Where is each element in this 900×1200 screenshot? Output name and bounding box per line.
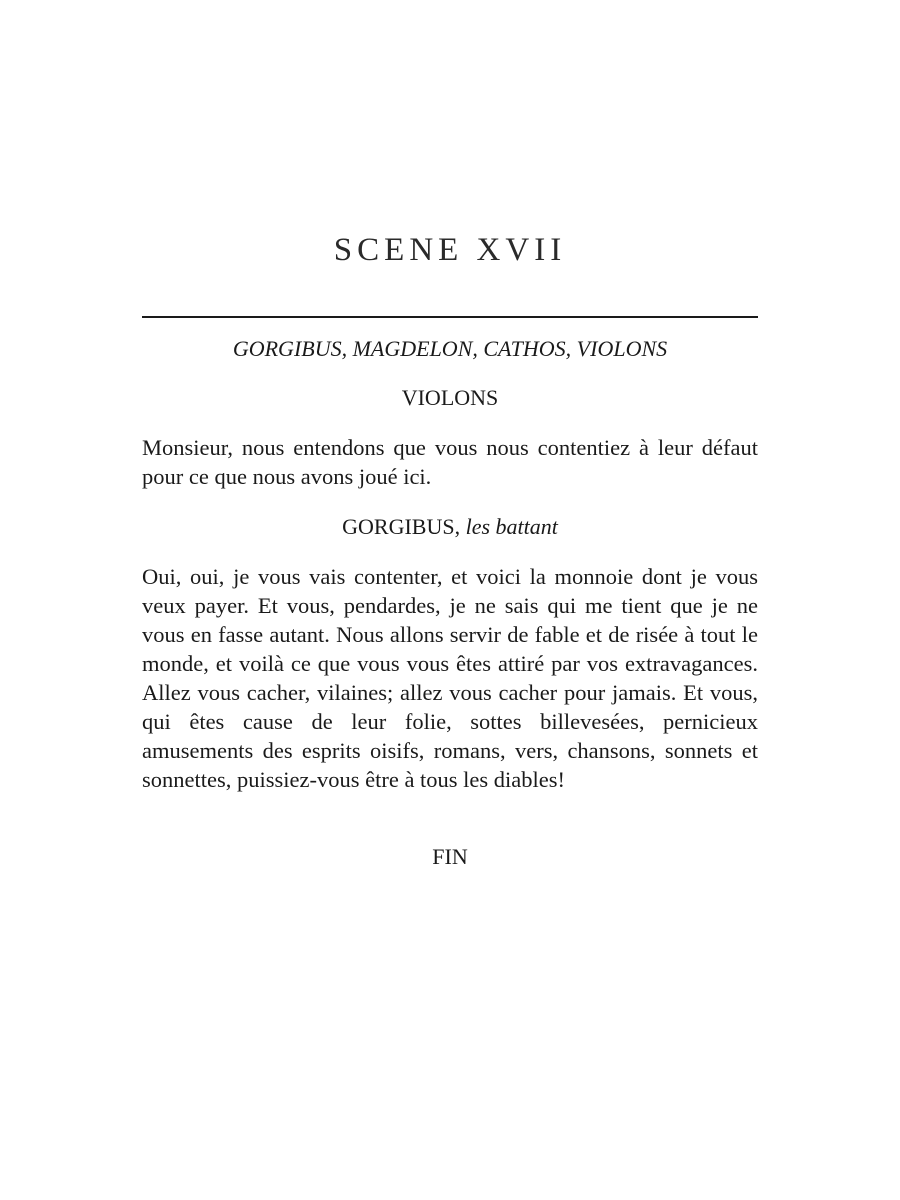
scene-title: SCENE XVII xyxy=(333,232,567,268)
title-divider xyxy=(142,316,758,318)
speaker-label: GORGIBUS, xyxy=(342,514,461,539)
stage-direction: les battant xyxy=(465,514,558,539)
speech-text: Monsieur, nous entendons que vous nous contentiez à leur défaut pour ce que nous avons joué ici. xyxy=(142,435,758,489)
end-marker: FIN xyxy=(432,844,468,869)
speech-text: Oui, oui, je vous vais contenter, et voici la monnoie dont je vous veux payer. Et vous, pendardes, je ne sais qui me tient que je ne vous en fasse autant. Nous allons servir de fable et de risée à tout le monde, et voilà ce que vous vous êtes attiré par vos extravagances. Allez vous cacher, vilaines; allez vous cacher pour jamais. Et vous, qui êtes cause de leur folie, sottes billevesées, pernicieux amusements des esprits oisifs, romans, vers, chansons, sonnets et sonnettes, puissiez-vous être à tous les diables! xyxy=(142,564,758,792)
speaker-name xyxy=(142,385,758,411)
speaker-name xyxy=(142,514,758,540)
speaker-label: VIOLONS xyxy=(401,385,499,410)
scene-characters: GORGIBUS, MAGDELON, CATHOS, VIOLONS xyxy=(232,336,668,361)
